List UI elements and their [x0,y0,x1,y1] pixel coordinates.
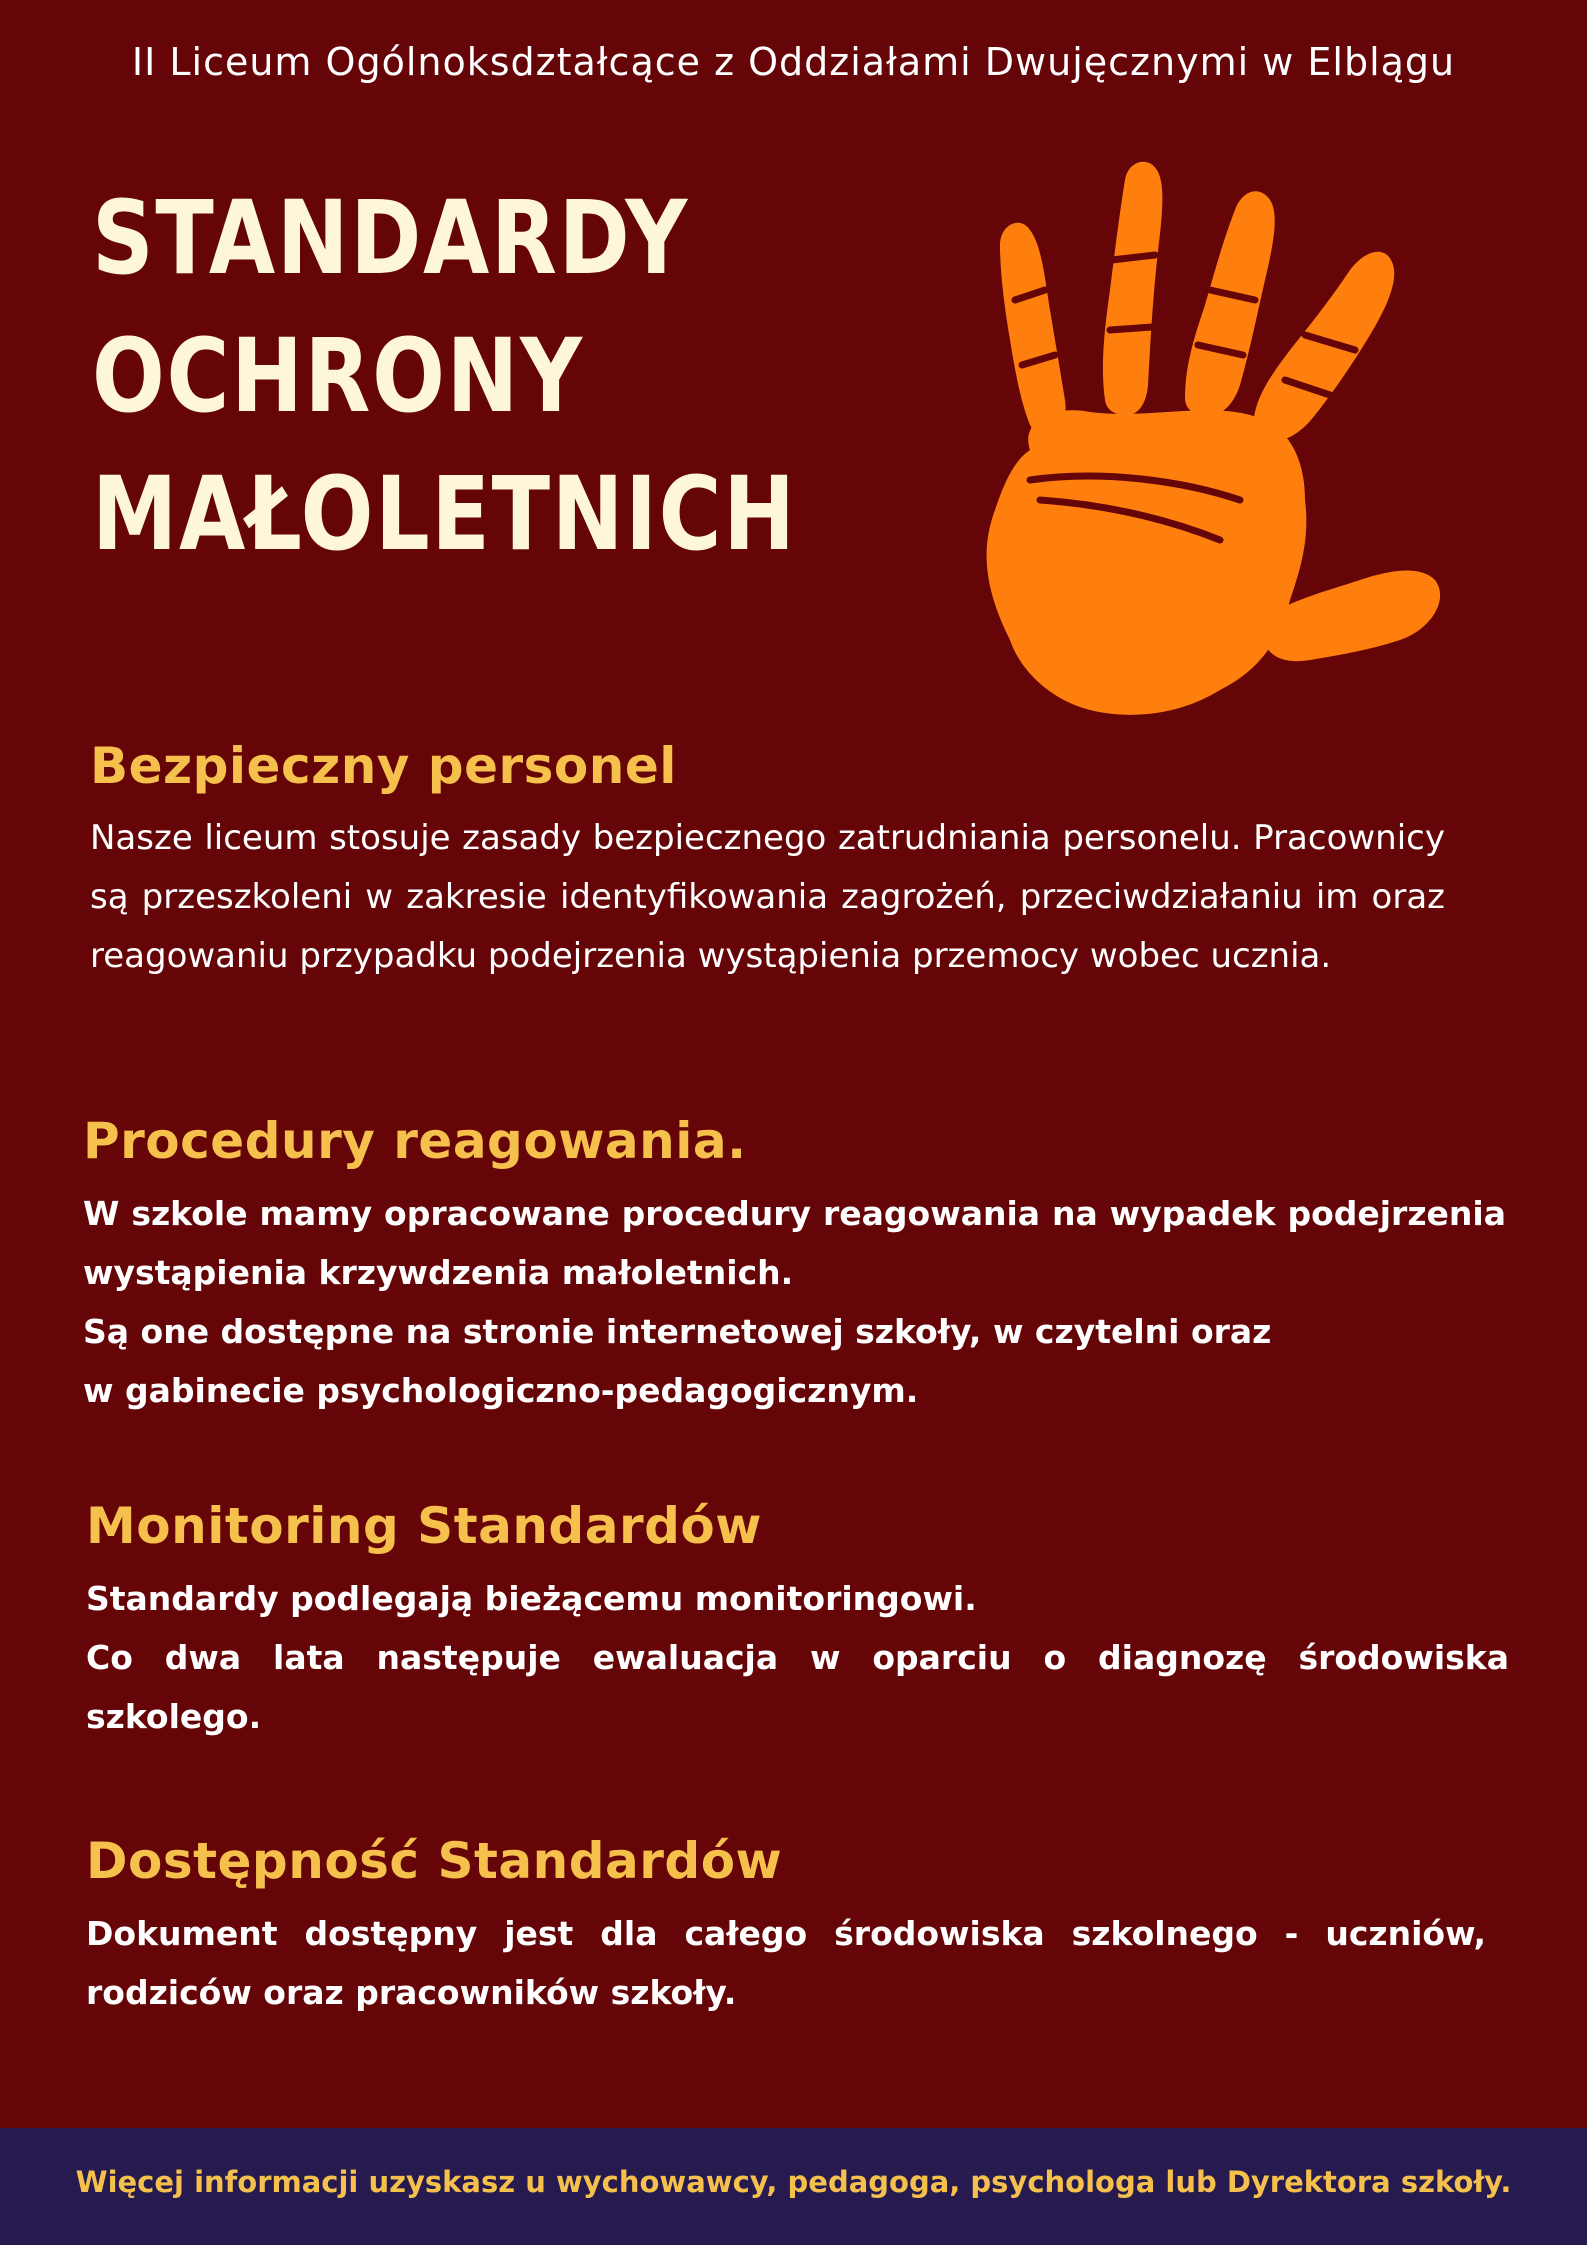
crease [1110,327,1152,330]
title-line-2: OCHRONY [92,317,584,436]
section-body: w gabinecie psychologiczno-pedagogicznym. [83,1371,919,1410]
hand-index-finger [1254,252,1394,442]
hand-palm [987,410,1307,715]
section-body: Są one dostępne na stronie internetowej szkoły, w czytelni oraz [83,1312,1272,1351]
hand-little-finger [1000,223,1066,435]
section-heading: Procedury reagowania. [83,1112,747,1170]
section-body: Nasze liceum stosuje zasady bezpiecznego zatrudniania personelu. Pracownicy są przeszkoleni w zakresie identyfikowania zagrożeń, przeciwdziałaniu im oraz reagowaniu przypadku podejrzenia wystąpienia przemocy wobec ucznia. [90,818,1445,976]
section-body: Dokument dostępny jest dla całego środowiska szkolnego - uczniów, rodziców oraz pracowników szkoły. [86,1914,1486,2012]
hand-middle-finger [1185,191,1275,416]
school-name: II Liceum Ogólnoksdztałcące z Oddziałami Dwujęcznymi w Elblągu [131,40,1456,84]
section-standards-monitoring [86,1495,1509,1746]
footer-text: Więcej informacji uzyskasz u wychowawcy, pedagoga, psychologa lub Dyrektora szkoły. [75,2165,1512,2199]
section-heading: Monitoring Standardów [86,1497,762,1555]
section-standards-availability [86,1830,1486,2022]
section-safe-staff [90,735,1445,986]
title-line-3: MAŁOLETNICH [92,455,797,574]
title-line-1: STANDARDY [92,179,689,298]
footer-band [0,2128,1587,2245]
crease [1112,255,1155,260]
section-heading: Dostępność Standardów [86,1832,783,1890]
section-body: Standardy podlegają bieżącemu monitoringowi. [86,1579,977,1618]
poster-title [92,170,797,584]
section-body: W szkole mamy opracowane procedury reagowania na wypadek podejrzenia wystąpienia krzywdzenia małoletnich. [83,1194,1506,1292]
handprint-icon [960,150,1450,730]
hand-ring-finger [1103,162,1162,416]
section-body: Co dwa lata następuje ewaluacja w oparciu o diagnozę środowiska szkolego. [86,1638,1509,1736]
section-heading: Bezpieczny personel [90,737,677,795]
section-response-procedures [83,1110,1506,1420]
